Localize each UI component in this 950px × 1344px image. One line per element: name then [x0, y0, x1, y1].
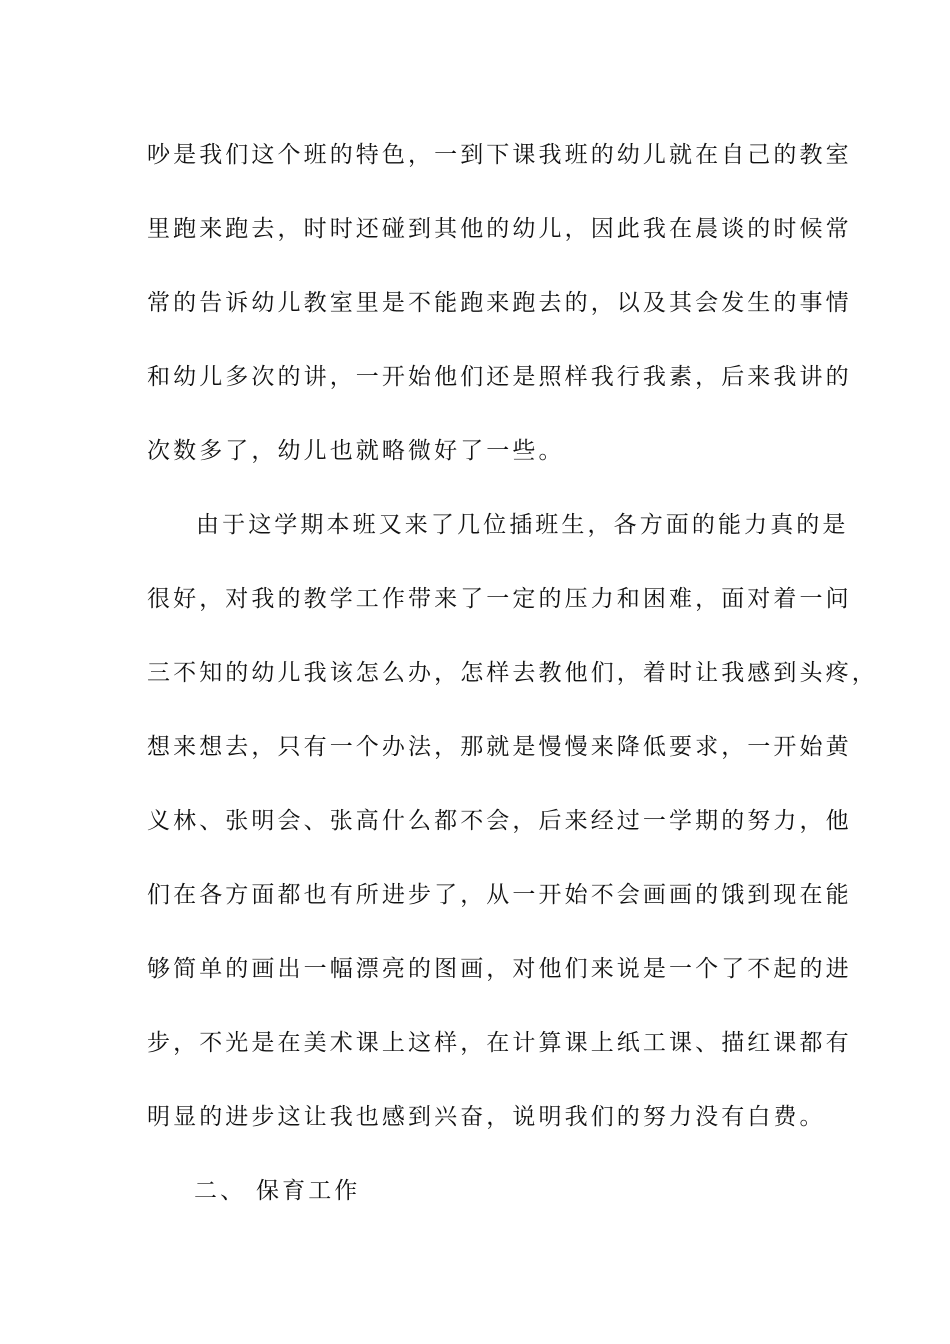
paragraph-2-line-3: 三不知的幼儿我该怎么办，怎样去教他们，着时让我感到头疼， — [147, 660, 878, 686]
paragraph-1 — [147, 128, 852, 498]
paragraph-2-line-8: 步，不光是在美术课上这样，在计算课上纸工课、描红课都有 — [147, 1030, 852, 1056]
paragraph-1-line-3: 常的告诉幼儿教室里是不能跑来跑去的，以及其会发生的事情 — [147, 290, 852, 316]
document-body — [147, 128, 878, 1238]
paragraph-2-line-4: 想来想去，只有一个办法，那就是慢慢来降低要求，一开始黄 — [147, 734, 852, 760]
paragraph-1-line-4: 和幼儿多次的讲，一开始他们还是照样我行我素，后来我讲的 — [147, 364, 852, 390]
paragraph-2-line-1: 由于这学期本班又来了几位插班生，各方面的能力真的是 — [196, 512, 849, 538]
paragraph-2-line-7: 够简单的画出一幅漂亮的图画，对他们来说是一个了不起的进 — [147, 956, 852, 982]
paragraph-1-line-1: 吵是我们这个班的特色，一到下课我班的幼儿就在自己的教室 — [147, 142, 852, 168]
paragraph-1-line-2: 里跑来跑去，时时还碰到其他的幼儿，因此我在晨谈的时候常 — [147, 216, 852, 242]
paragraph-2-line-9: 明显的进步这让我也感到兴奋，说明我们的努力没有白费。 — [147, 1104, 826, 1130]
paragraph-2-line-6: 们在各方面都也有所进步了，从一开始不会画画的饿到现在能 — [147, 882, 852, 908]
paragraph-2-line-2: 很好，对我的教学工作带来了一定的压力和困难，面对着一问 — [147, 586, 852, 612]
paragraph-2 — [147, 498, 878, 1164]
paragraph-2-line-5: 义林、张明会、张高什么都不会，后来经过一学期的努力，他 — [147, 808, 852, 834]
section-heading — [147, 1164, 817, 1238]
section-number: 二、 — [194, 1178, 247, 1204]
section-title: 保育工作 — [256, 1178, 361, 1204]
paragraph-1-line-5: 次数多了，幼儿也就略微好了一些。 — [147, 438, 565, 464]
